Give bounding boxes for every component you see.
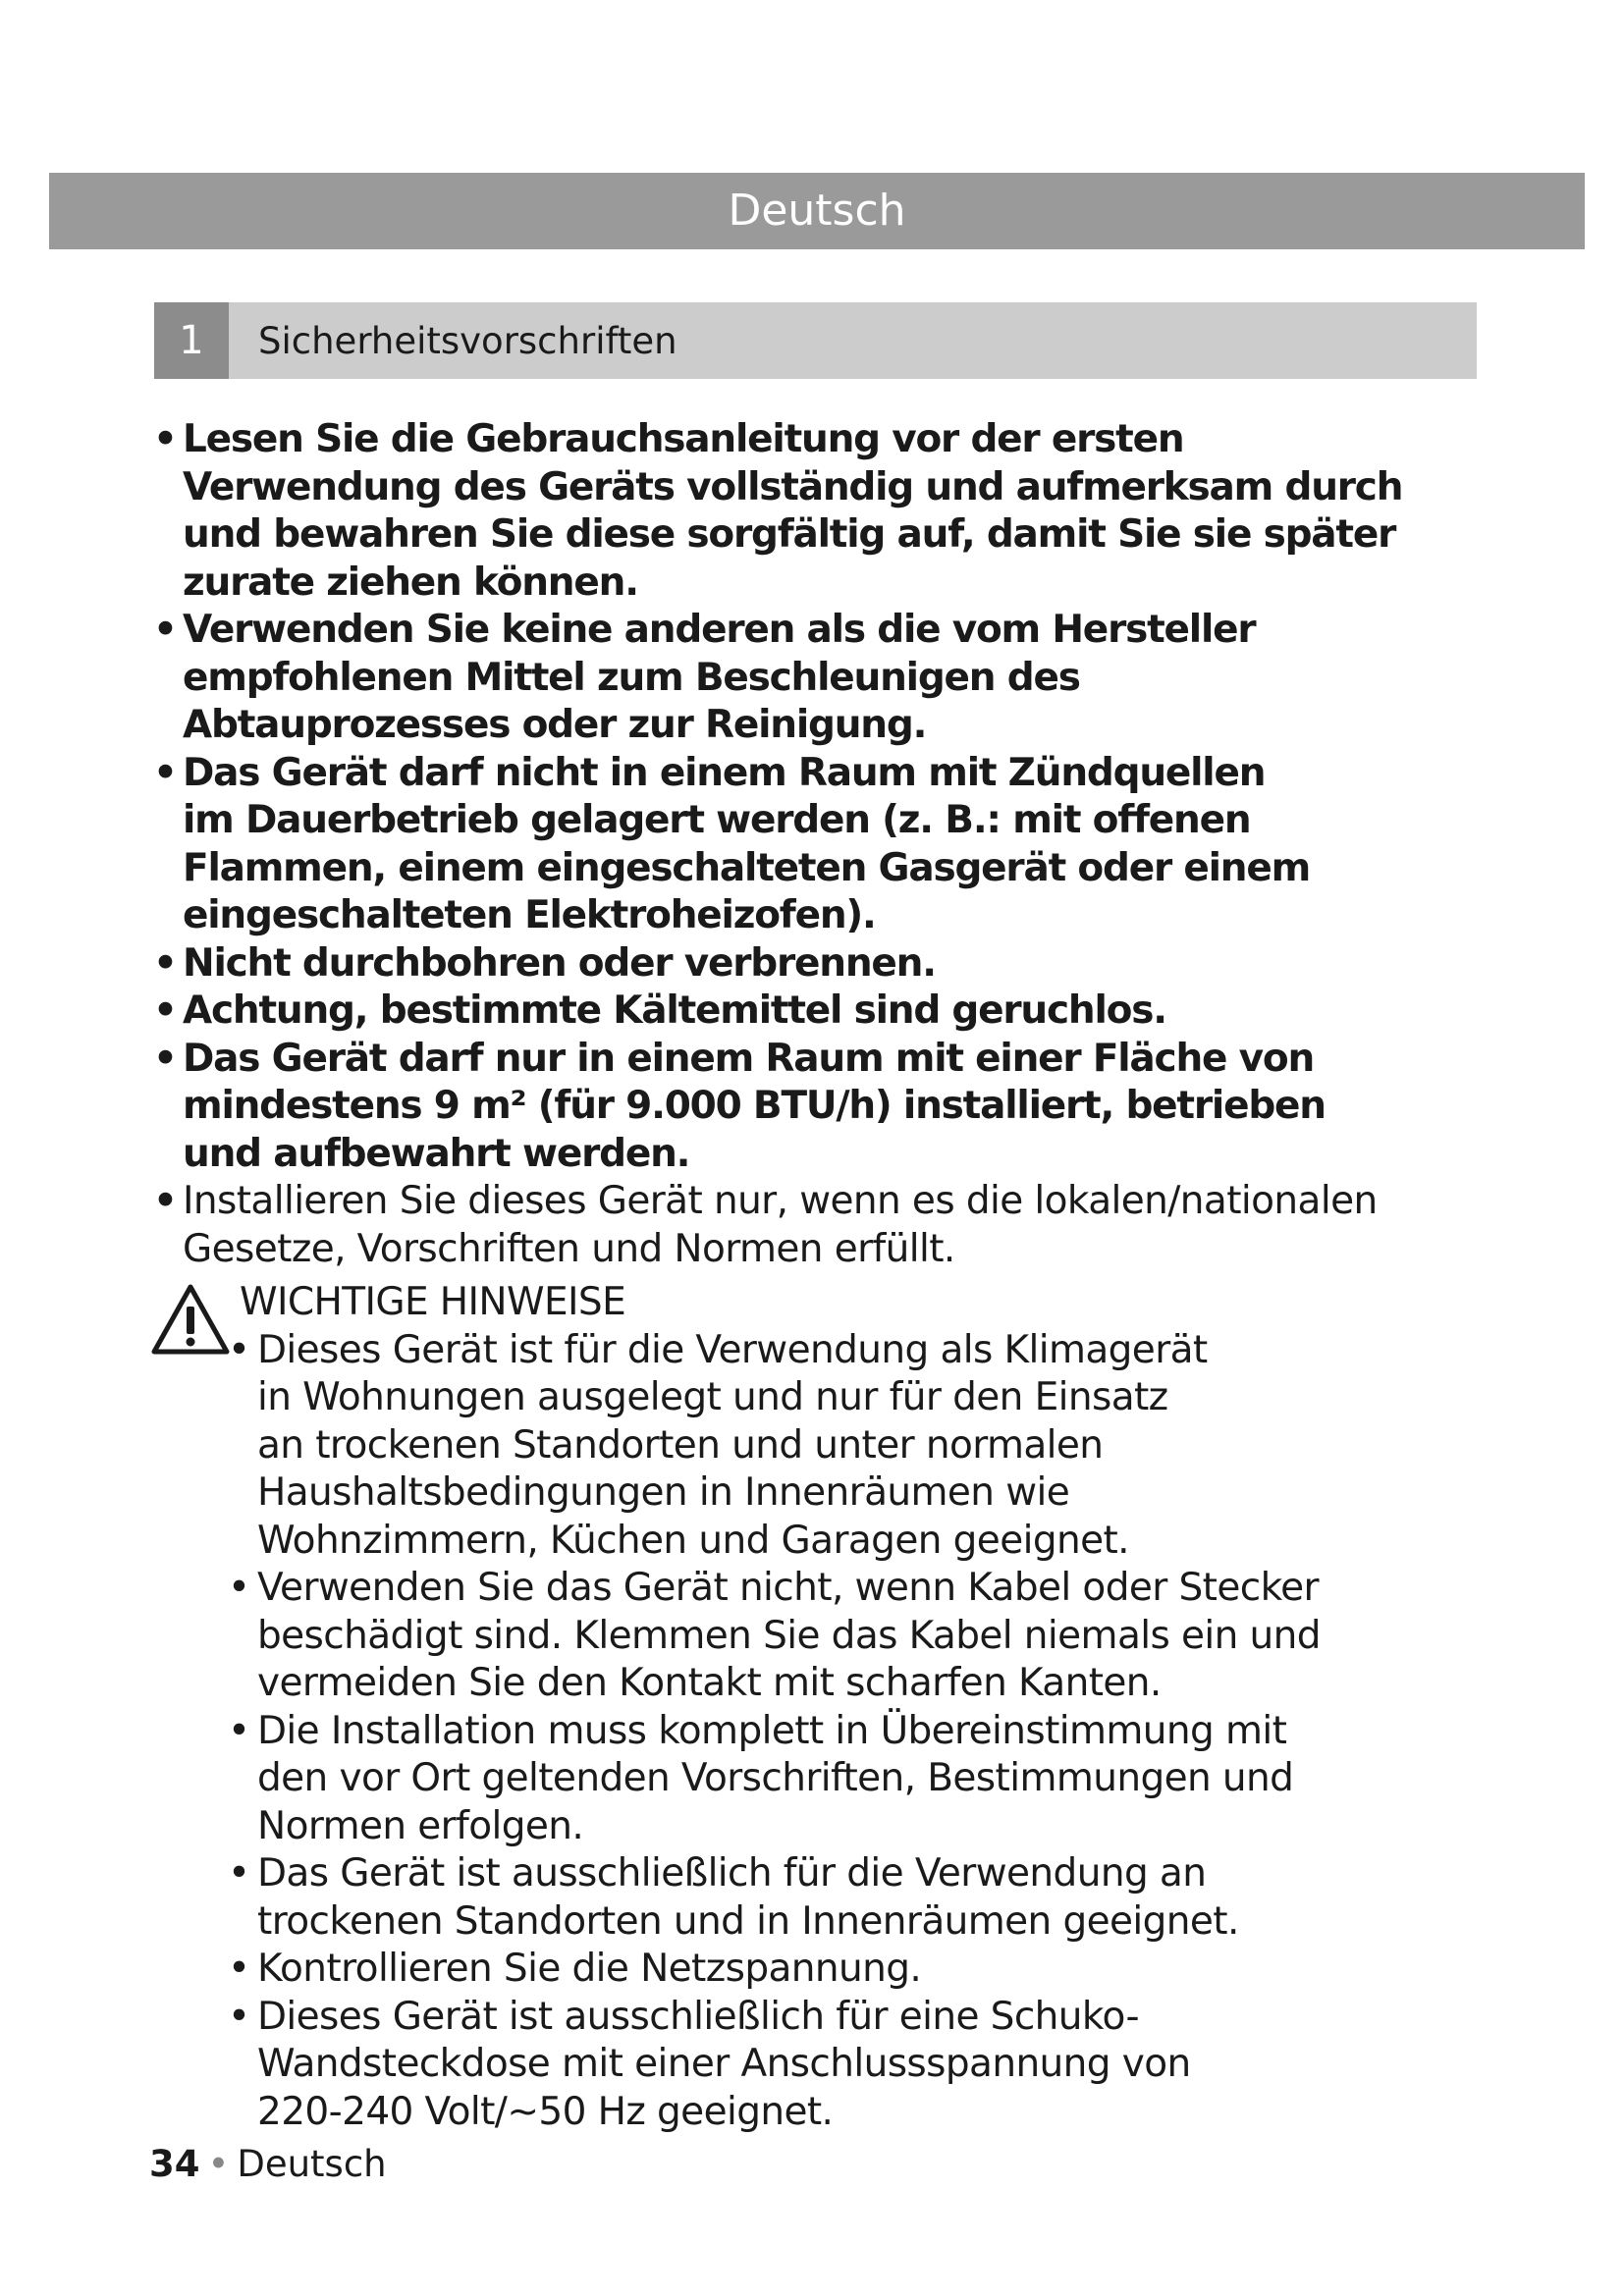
notice-line: trockenen Standorten und in Innenräumen geeignet. bbox=[257, 1898, 1239, 1944]
footer-separator: • bbox=[207, 2143, 230, 2185]
rule-line: Abtauprozesses oder zur Reinigung. bbox=[183, 703, 927, 747]
bullet-glyph: • bbox=[153, 750, 177, 795]
rule-line: empfohlenen Mittel zum Beschleunigen des bbox=[183, 655, 1080, 700]
notice-item bbox=[222, 1327, 1492, 1566]
bullet-glyph: • bbox=[228, 1994, 250, 2039]
notice-line: vermeiden Sie den Kontakt mit scharfen Kanten. bbox=[257, 1661, 1162, 1705]
notice-title: WICHTIGE HINWEISE bbox=[240, 1280, 626, 1324]
notice-line: beschädigt sind. Klemmen Sie das Kabel niemals ein und bbox=[257, 1613, 1321, 1658]
language-header-label: Deutsch bbox=[728, 186, 906, 236]
notice-line: Wandsteckdose mit einer Anschlussspannung von bbox=[257, 2042, 1191, 2086]
notice-line: Dieses Gerät ist ausschließlich für eine Schuko- bbox=[257, 1994, 1139, 2039]
bullet-glyph: • bbox=[153, 608, 177, 652]
notice-line: Kontrollieren Sie die Netzspannung. bbox=[257, 1947, 922, 1991]
bullet-glyph: • bbox=[153, 940, 177, 986]
notice-line: den vor Ort geltenden Vorschriften, Bestimmungen und bbox=[257, 1756, 1294, 1800]
section-number: 1 bbox=[154, 302, 229, 379]
page-footer bbox=[149, 2141, 387, 2188]
rule-line: Installieren Sie dieses Gerät nur, wenn es die lokalen/nationalen bbox=[183, 1179, 1378, 1223]
rule-line: Achtung, bestimmte Kältemittel sind geruchlos. bbox=[183, 988, 1166, 1033]
rule-line: eingeschalteten Elektroheizofen). bbox=[183, 893, 876, 937]
safety-rule-item bbox=[147, 988, 1492, 1036]
safety-rule-item bbox=[147, 750, 1492, 940]
important-notice bbox=[147, 1279, 1492, 2136]
rule-line: Verwendung des Geräts vollständig und aufmerksam durch bbox=[183, 464, 1403, 509]
rule-line: Das Gerät darf nur in einem Raum mit einer Fläche von bbox=[183, 1036, 1315, 1081]
bullet-glyph: • bbox=[228, 1851, 250, 1896]
notice-line: in Wohnungen ausgelegt und nur für den Einsatz bbox=[257, 1375, 1168, 1419]
rule-line: Verwenden Sie keine anderen als die vom Hersteller bbox=[183, 608, 1256, 652]
warning-triangle-icon bbox=[151, 1283, 230, 1356]
notice-item bbox=[222, 1850, 1492, 1946]
bullet-glyph: • bbox=[228, 1708, 250, 1753]
notice-item bbox=[222, 1565, 1492, 1708]
notice-item bbox=[222, 1994, 1492, 2137]
safety-rule-item bbox=[147, 416, 1492, 607]
bullet-glyph: • bbox=[228, 1566, 250, 1610]
rule-line: Flammen, einem eingeschalteten Gasgerät oder einem bbox=[183, 845, 1311, 890]
bullet-glyph: • bbox=[228, 1947, 250, 1991]
section-title: Sicherheitsvorschriften bbox=[258, 319, 677, 362]
safety-rules-list bbox=[147, 416, 1492, 1273]
notice-line: Dieses Gerät ist für die Verwendung als Klimagerät bbox=[257, 1327, 1208, 1372]
notice-line: Wohnzimmern, Küchen und Garagen geeignet. bbox=[257, 1518, 1129, 1563]
notice-line: an trockenen Standorten und unter normalen bbox=[257, 1422, 1104, 1468]
page-number: 34 bbox=[149, 2143, 200, 2185]
rule-line: im Dauerbetrieb gelagert werden (z. B.: mit offenen bbox=[183, 798, 1251, 842]
rule-line: Gesetze, Vorschriften und Normen erfüllt. bbox=[183, 1226, 955, 1271]
safety-rule-item bbox=[147, 607, 1492, 750]
notice-line: Das Gerät ist ausschließlich für die Verwendung an bbox=[257, 1851, 1207, 1896]
notice-line: 220-240 Volt/~50 Hz geeignet. bbox=[257, 2089, 834, 2134]
rule-line: mindestens 9 m² (für 9.000 BTU/h) installiert, betrieben bbox=[183, 1084, 1326, 1128]
notice-item bbox=[222, 1946, 1492, 1994]
bullet-glyph: • bbox=[153, 1036, 177, 1081]
notice-line: Die Installation muss komplett in Übereinstimmung mit bbox=[257, 1708, 1287, 1753]
language-header-band bbox=[49, 173, 1585, 249]
notice-item bbox=[222, 1708, 1492, 1851]
section-header bbox=[154, 302, 1477, 379]
notice-items-list bbox=[147, 1327, 1492, 2137]
bullet-glyph: • bbox=[153, 417, 177, 461]
notice-line: Verwenden Sie das Gerät nicht, wenn Kabel oder Stecker bbox=[257, 1566, 1319, 1610]
notice-line: Haushaltsbedingungen in Innenräumen wie bbox=[257, 1470, 1070, 1515]
notice-line: Normen erfolgen. bbox=[257, 1803, 584, 1848]
rule-line: und aufbewahrt werden. bbox=[183, 1131, 690, 1176]
safety-rule-item bbox=[147, 1178, 1492, 1273]
footer-language: Deutsch bbox=[237, 2143, 387, 2185]
rule-line: Lesen Sie die Gebrauchsanleitung vor der ersten bbox=[183, 417, 1184, 461]
rule-line: und bewahren Sie diese sorgfältig auf, damit Sie sie später bbox=[183, 512, 1396, 557]
rule-line: Nicht durchbohren oder verbrennen. bbox=[183, 940, 936, 986]
rule-line: zurate ziehen können. bbox=[183, 560, 638, 605]
bullet-glyph: • bbox=[228, 1327, 250, 1372]
bullet-glyph: • bbox=[153, 988, 177, 1033]
safety-rule-item bbox=[147, 1036, 1492, 1179]
safety-rule-item bbox=[147, 940, 1492, 988]
bullet-glyph: • bbox=[153, 1179, 178, 1223]
safety-content bbox=[147, 416, 1492, 2136]
rule-line: Das Gerät darf nicht in einem Raum mit Zündquellen bbox=[183, 750, 1266, 795]
